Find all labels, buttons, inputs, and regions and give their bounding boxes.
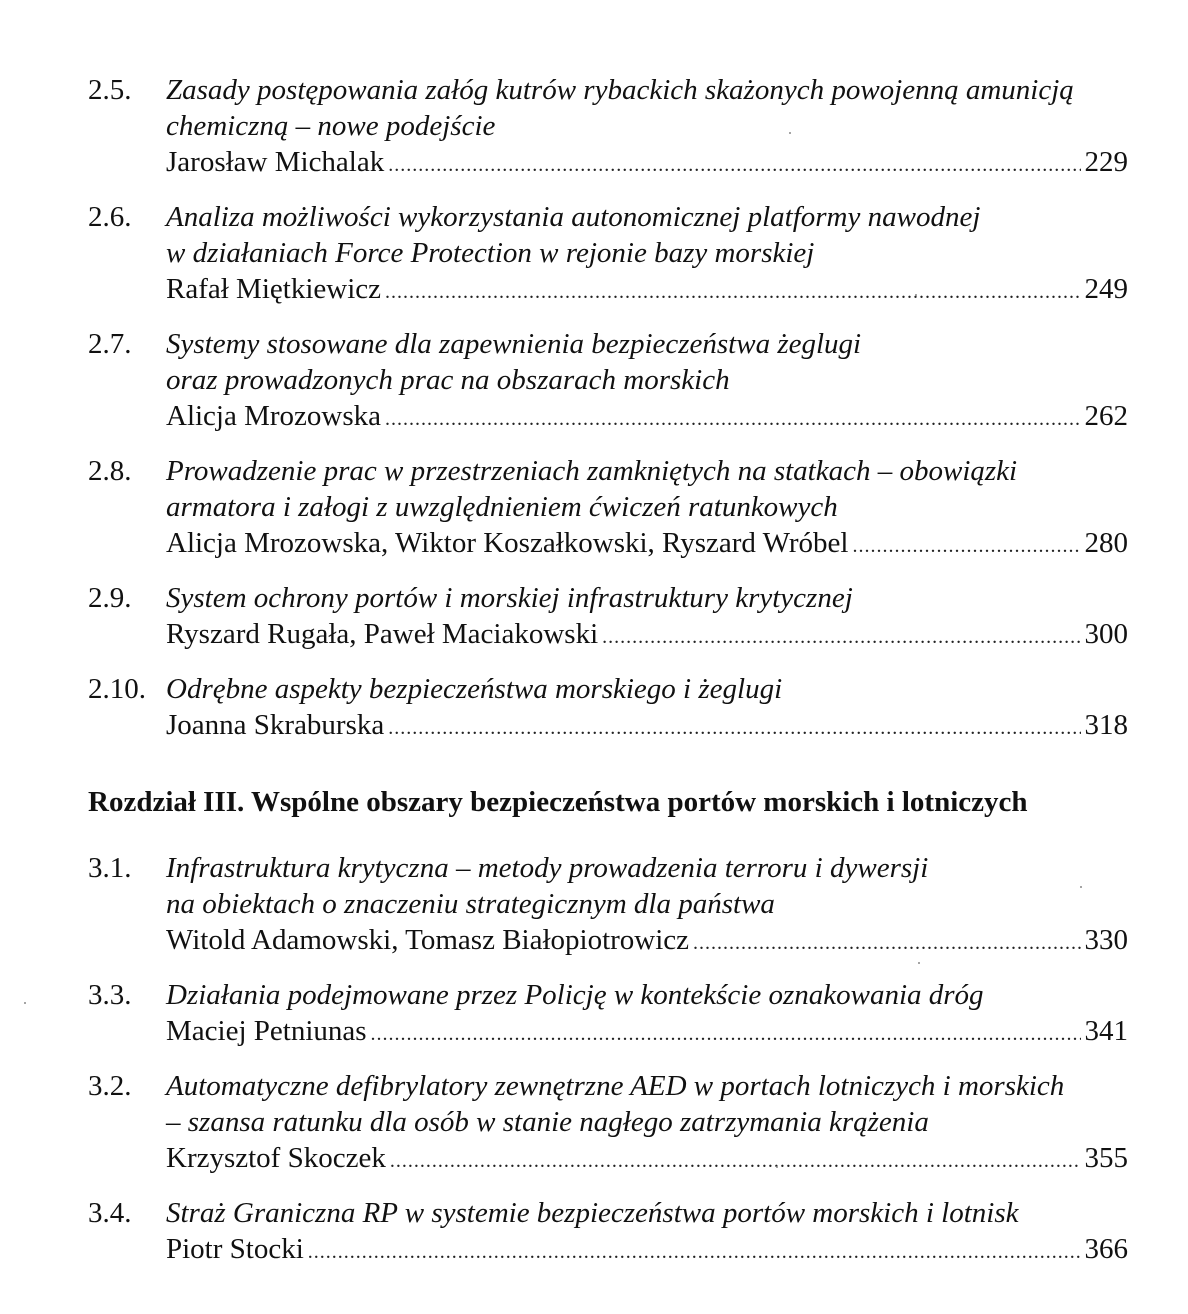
toc-entry	[88, 671, 1128, 746]
entry-author-line	[166, 144, 1128, 183]
dot-leader	[385, 401, 1080, 437]
entry-title	[166, 1068, 1128, 1140]
entry-page-number: 249	[1084, 273, 1128, 305]
toc-entry	[88, 72, 1128, 183]
dot-leader	[693, 925, 1080, 961]
entry-page-number: 366	[1084, 1233, 1128, 1265]
scan-speck	[915, 294, 917, 296]
entry-authors: Jarosław Michalak	[166, 146, 385, 178]
entry-author-line	[166, 525, 1128, 564]
dot-leader	[388, 147, 1080, 183]
entry-authors: Krzysztof Skoczek	[166, 1142, 386, 1174]
entry-authors: Alicja Mrozowska, Wiktor Koszałkowski, Ryszard Wróbel	[166, 527, 849, 559]
entry-authors: Ryszard Rugała, Paweł Maciakowski	[166, 618, 599, 650]
entry-author-line	[166, 271, 1128, 310]
entry-author-line	[166, 398, 1128, 437]
toc-entry	[88, 977, 1128, 1052]
entry-title	[166, 199, 1128, 271]
entry-title	[166, 850, 1128, 922]
entry-title-line: Infrastruktura krytyczna – metody prowadzenia terroru i dywersji	[166, 852, 929, 884]
entry-number: 2.7.	[88, 328, 132, 360]
toc-section-chapter-3	[88, 850, 1128, 1286]
entry-title	[166, 72, 1128, 144]
entry-title-line: Odrębne aspekty bezpieczeństwa morskiego i żeglugi	[166, 673, 783, 705]
entry-author-line	[166, 616, 1128, 655]
toc-entry	[88, 199, 1128, 310]
entry-title	[166, 977, 1128, 1013]
dot-leader	[385, 274, 1081, 310]
entry-title-line: Zasady postępowania załóg kutrów rybackich skażonych powojenną amunicją	[166, 74, 1074, 106]
entry-authors: Piotr Stocki	[166, 1233, 304, 1265]
entry-title-line: chemiczną – nowe podejście	[166, 110, 496, 142]
entry-authors: Alicja Mrozowska	[166, 400, 382, 432]
entry-title	[166, 453, 1128, 525]
entry-number: 3.4.	[88, 1197, 132, 1229]
toc-entry	[88, 1068, 1128, 1179]
entry-authors: Witold Adamowski, Tomasz Białopiotrowicz	[166, 924, 690, 956]
scan-speck	[776, 1166, 778, 1168]
dot-leader	[852, 528, 1080, 564]
entry-title-line: Działania podejmowane przez Policję w kontekście oznakowania dróg	[166, 979, 984, 1011]
entry-title-line: Prowadzenie prac w przestrzeniach zamkniętych na statkach – obowiązki	[166, 455, 1018, 487]
entry-number: 2.8.	[88, 455, 132, 487]
entry-title-line: Automatyczne defibrylatory zewnętrzne AED w portach lotniczych i morskich	[166, 1070, 1065, 1102]
entry-title-line: Analiza możliwości wykorzystania autonomicznej platformy nawodnej	[166, 201, 981, 233]
entry-title-line: System ochrony portów i morskiej infrastruktury krytycznej	[166, 582, 853, 614]
entry-page-number: 318	[1084, 709, 1128, 741]
entry-title	[166, 326, 1128, 398]
dot-leader	[602, 619, 1080, 655]
entry-title	[166, 580, 1128, 616]
entry-title-line: w działaniach Force Protection w rejonie bazy morskiej	[166, 237, 815, 269]
entry-page-number: 341	[1084, 1015, 1128, 1047]
scan-speck	[789, 132, 791, 134]
toc-entry	[88, 1195, 1128, 1270]
entry-number: 3.2.	[88, 1070, 132, 1102]
entry-title-line: armatora i załogi z uwzględnieniem ćwiczeń ratunkowych	[166, 491, 838, 523]
scan-speck	[1080, 886, 1082, 888]
entry-number: 3.1.	[88, 852, 132, 884]
entry-title-line: – szansa ratunku dla osób w stanie nagłego zatrzymania krążenia	[166, 1106, 929, 1138]
entry-page-number: 330	[1084, 924, 1128, 956]
dot-leader	[388, 710, 1080, 746]
dot-leader	[371, 1016, 1081, 1052]
chapter-heading: Rozdział III. Wspólne obszary bezpieczeństwa portów morskich i lotniczych	[88, 786, 1028, 818]
entry-authors: Joanna Skraburska	[166, 709, 385, 741]
scan-speck	[918, 962, 920, 964]
entry-author-line	[166, 1013, 1128, 1052]
toc-entry	[88, 580, 1128, 655]
entry-title-line: oraz prowadzonych prac na obszarach morskich	[166, 364, 730, 396]
toc-entry	[88, 850, 1128, 961]
entry-number: 3.3.	[88, 979, 132, 1011]
entry-page-number: 355	[1084, 1142, 1128, 1174]
scan-speck	[24, 1002, 26, 1004]
entry-number: 2.6.	[88, 201, 132, 233]
entry-authors: Maciej Petniunas	[166, 1015, 367, 1047]
entry-page-number: 229	[1084, 146, 1128, 178]
entry-number: 2.5.	[88, 74, 132, 106]
entry-authors: Rafał Miętkiewicz	[166, 273, 381, 305]
dot-leader	[390, 1143, 1081, 1179]
entry-title-line: Straż Graniczna RP w systemie bezpieczeństwa portów morskich i lotnisk	[166, 1197, 1019, 1229]
toc-entry	[88, 453, 1128, 564]
entry-title-line: Systemy stosowane dla zapewnienia bezpieczeństwa żeglugi	[166, 328, 862, 360]
entry-page-number: 262	[1084, 400, 1128, 432]
entry-author-line	[166, 1140, 1128, 1179]
dot-leader	[308, 1234, 1081, 1270]
entry-title	[166, 1195, 1128, 1231]
toc-section-chapter-2	[88, 72, 1128, 762]
entry-page-number: 300	[1084, 618, 1128, 650]
toc-entry	[88, 326, 1128, 437]
entry-title-line: na obiektach o znaczeniu strategicznym dla państwa	[166, 888, 775, 920]
entry-author-line	[166, 707, 1128, 746]
entry-author-line	[166, 1231, 1128, 1270]
entry-author-line	[166, 922, 1128, 961]
entry-number: 2.9.	[88, 582, 132, 614]
entry-number: 2.10.	[88, 673, 146, 705]
entry-title	[166, 671, 1128, 707]
entry-page-number: 280	[1084, 527, 1128, 559]
